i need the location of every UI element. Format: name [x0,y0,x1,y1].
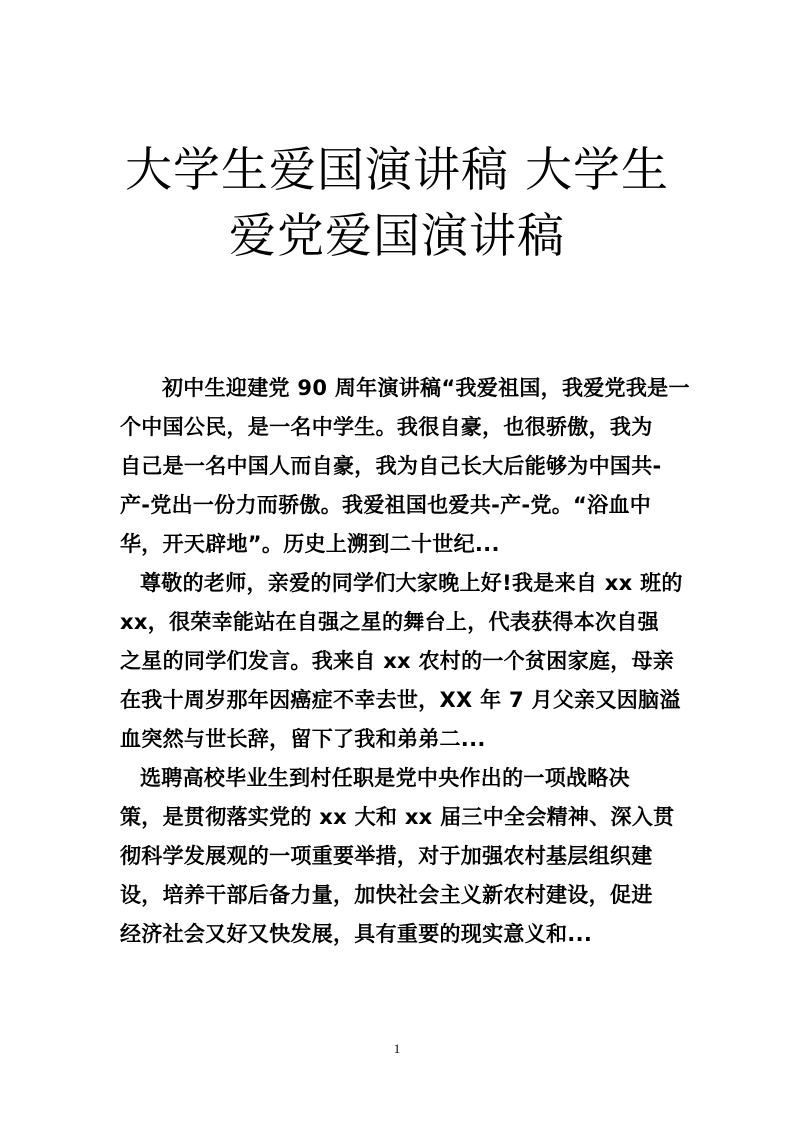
paragraph-2 [120,564,683,759]
paragraph-line: 经济社会又好又快发展，具有重要的现实意义和... [120,922,593,946]
paragraph-3 [120,759,680,954]
title-line-1: 大学生爱国演讲稿 大学生 [125,143,669,198]
document-body [120,369,690,954]
paragraph-line: 之星的同学们发言。我来自 xx 农村的一个贫困家庭，母亲 [120,649,675,673]
paragraph-line: 自己是一名中国人而自豪，我为自己长大后能够为中国共- [120,454,662,478]
paragraph-line: 策，是贯彻落实党的 xx 大和 xx 届三中全会精神、深入贯 [120,805,675,829]
paragraph-line: 产-党出一份力而骄傲。我爱祖国也爱共-产-党。“浴血中 [120,493,652,517]
page-number: 1 [393,1041,401,1056]
paragraph-line: 初中生迎建党 90 周年演讲稿“我爱祖国，我爱党我是一 [162,376,690,400]
paragraph-line: 选聘高校毕业生到村任职是党中央作出的一项战略决 [140,766,630,790]
paragraph-line: 尊敬的老师，亲爱的同学们大家晚上好!我是来自 xx 班的 [140,571,683,595]
paragraph-line: 血突然与世长辞，留下了我和弟弟二... [120,727,486,751]
title-line-2: 爱党爱国演讲稿 [229,209,565,264]
paragraph-line: 华，开天辟地”。历史上溯到二十世纪... [120,532,500,556]
paragraph-line: xx，很荣幸能站在自强之星的舞台上，代表获得本次自强 [120,610,659,634]
paragraph-line: 个中国公民，是一名中学生。我很自豪，也很骄傲，我为 [120,415,653,439]
paragraph-line: 彻科学发展观的一项重要举措，对于加强农村基层组织建 [120,844,653,868]
paragraph-line: 在我十周岁那年因癌症不幸去世，XX 年 7 月父亲又因脑溢 [120,688,681,712]
document-title [60,138,734,270]
paragraph-1 [120,369,690,564]
paragraph-line: 设，培养干部后备力量，加快社会主义新农村建设，促进 [120,883,653,907]
